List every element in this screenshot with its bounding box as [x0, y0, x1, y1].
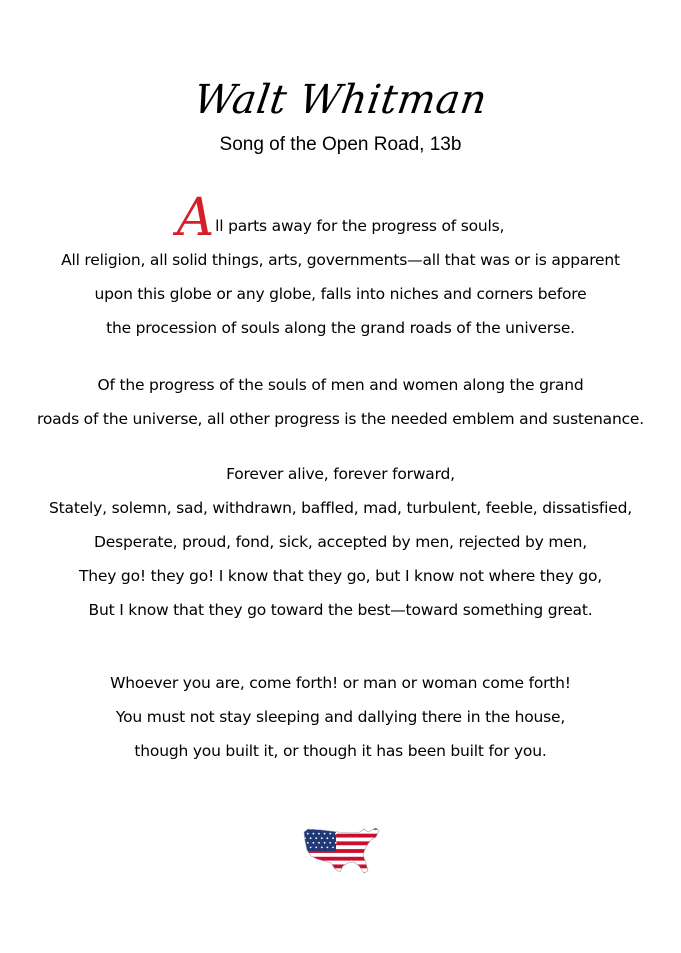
stanza-3 — [0, 457, 681, 627]
stanza-4-line-3: though you built it, or though it has been built for you. — [134, 742, 547, 760]
stanza-3-line-1: Forever alive, forever forward, — [226, 465, 455, 483]
stanza-1-line-4: the procession of souls along the grand roads of the universe. — [106, 319, 575, 337]
drop-cap: A — [176, 188, 215, 248]
stanza-1-line-1 — [0, 188, 681, 248]
stanza-1-line-2: All religion, all solid things, arts, governments—all that was or is apparent — [61, 251, 620, 269]
stanza-2-line-2: roads of the universe, all other progress is the needed emblem and sustenance. — [37, 410, 644, 428]
poem-subtitle: Song of the Open Road, 13b — [219, 134, 462, 155]
stanza-4-line-2: You must not stay sleeping and dallying there in the house, — [115, 708, 566, 726]
stanza-1-line-3: upon this globe or any globe, falls into niches and corners before — [94, 285, 587, 303]
usa-flag-map-icon — [302, 826, 380, 876]
stanza-1 — [0, 188, 681, 345]
stanza-3-line-5: But I know that they go toward the best—toward something great. — [88, 601, 593, 619]
stanza-4 — [0, 666, 681, 768]
stanza-3-line-2: Stately, solemn, sad, withdrawn, baffled, mad, turbulent, feeble, dissatisfied, — [49, 499, 632, 517]
stanza-4-line-1: Whoever you are, come forth! or man or woman come forth! — [110, 674, 571, 692]
stanza-2 — [0, 368, 681, 436]
stanza-2-line-1: Of the progress of the souls of men and women along the grand — [97, 376, 584, 394]
stanza-1-line-1-text: ll parts away for the progress of souls, — [215, 217, 505, 235]
author-title: Walt Whitman — [191, 77, 490, 123]
stanza-3-line-3: Desperate, proud, fond, sick, accepted by men, rejected by men, — [94, 533, 587, 551]
stanza-3-line-4: They go! they go! I know that they go, but I know not where they go, — [79, 567, 602, 585]
